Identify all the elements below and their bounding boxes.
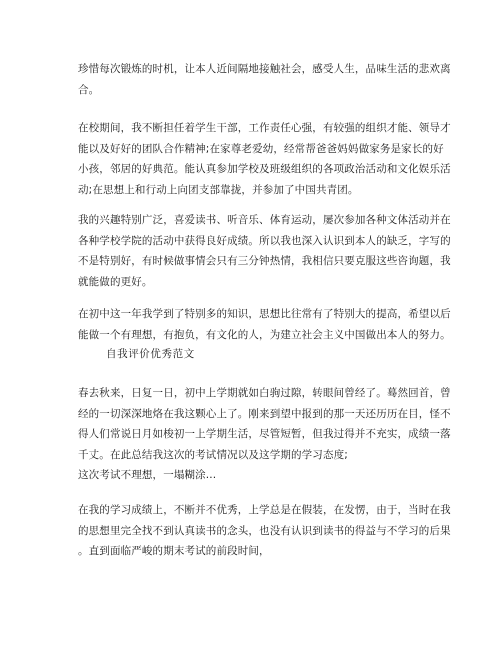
- text-line: 千丈。在此总结我这次的考试情况以及这学期的学习态度;: [78, 448, 348, 461]
- text-line: 不是特别好，有时候做事情会只有三分钟热情，我相信只要克服这些咨询题，我: [78, 255, 451, 267]
- text-line: 动;在思想上和行动上向团支部靠拢，并参加了中国共青团。: [78, 183, 359, 196]
- text-line: 。直到面临严峻的期末考试的前段时间，: [78, 545, 270, 557]
- text-line: 珍惜每次锻炼的时机，让本人近间隔地接触社会，感受人生，品味生活的悲欢离: [78, 63, 451, 75]
- text-line: 小孩，邻居的好典范。能认真参加学校及班级组织的各项政治活动和文化娱乐活: [78, 163, 451, 175]
- paragraph-interests: [78, 210, 451, 292]
- paragraph-junior-high-year: [78, 304, 451, 345]
- text-line: 经的一切深深地烙在我这颗心上了。刚来到望中报到的那一天还历历在目，怪不: [78, 407, 451, 420]
- section-heading: 自我评价优秀范文: [106, 348, 195, 360]
- paragraph-school-period: [78, 118, 451, 200]
- text-line: 在校期间，我不断担任着学生干部，工作责任心强，有较强的组织才能、领导才: [78, 122, 451, 134]
- text-line: 各种学校学院的活动中获得良好成绩。所以我也深入认识到本人的缺乏，字写的: [78, 234, 451, 247]
- text-line: 这次考试不理想，一塌糊涂...: [78, 469, 217, 481]
- text-line: 合。: [78, 83, 100, 96]
- text-line: 能以及好好的团队合作精神;在家尊老爱幼，经常帮爸爸妈妈做家务是家长的好: [78, 142, 444, 155]
- text-line: 就能做的更好。: [78, 275, 153, 288]
- text-line: 能做一个有理想，有抱负，有文化的人，为建立社会主义中国做出本人的努力。: [78, 328, 451, 341]
- text-line: 在我的学习成绩上，不断并不优秀，上学总是在假装，在发愣，由于，当时在我: [78, 504, 451, 516]
- text-line: 我的兴趣特别广泛，喜爱读书、听音乐、体育运动，屡次参加各种文体活动并在: [78, 214, 451, 226]
- paragraph-study-results: [78, 500, 451, 562]
- paragraph-cherish-practice: [78, 59, 451, 100]
- paragraph-spring-autumn: [78, 383, 451, 486]
- text-line: 在初中这一年我学到了特别多的知识，思想比往常有了特别大的提高，希望以后: [78, 308, 451, 320]
- text-line: 得人们常说日月如梭初一上学期生活，尽管短暂，但我过得并不充实，成绩一落: [78, 428, 451, 440]
- text-line: 春去秋来，日复一日，初中上学期就如白驹过隙，转眼间曾经了。蓦然回首，曾: [78, 387, 451, 399]
- text-line: 的思想里完全找不到认真读书的念头，也没有认识到读书的得益与不学习的后果: [78, 524, 451, 537]
